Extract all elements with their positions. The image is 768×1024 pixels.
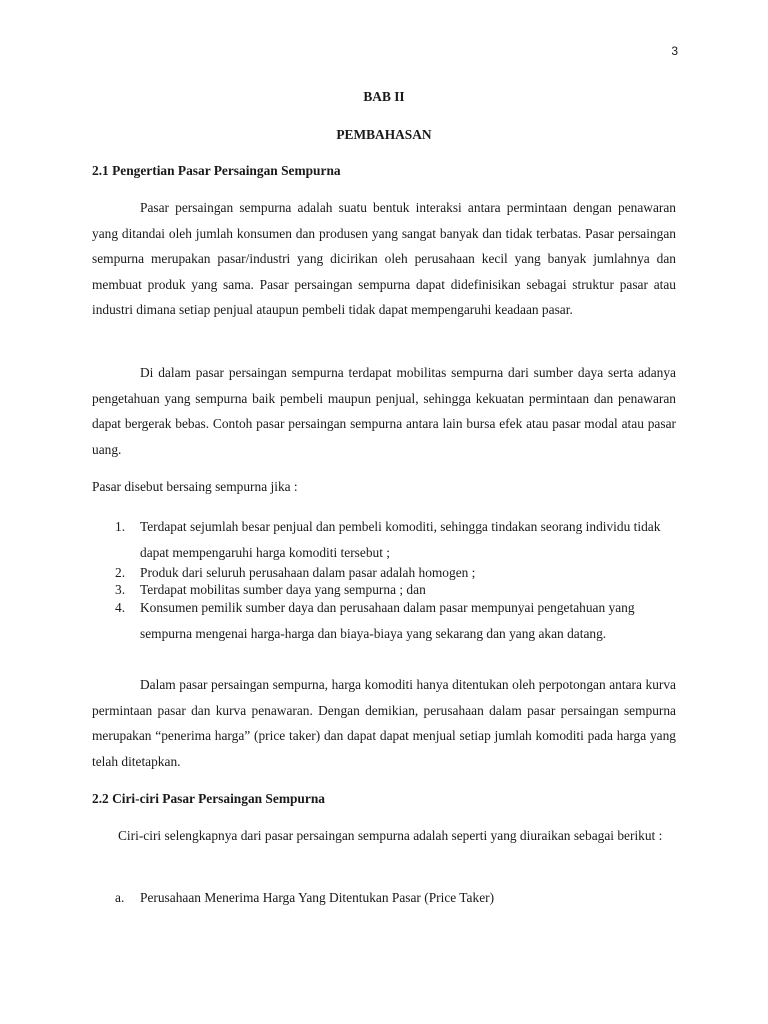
list-item bbox=[92, 565, 676, 582]
list-item-number: 2. bbox=[115, 565, 126, 581]
list-item-text: Produk dari seluruh perusahaan dalam pasar adalah homogen ; bbox=[140, 565, 476, 581]
section-1-paragraph-2: Di dalam pasar persaingan sempurna terdapat mobilitas sempurna dari sumber daya serta adanya pengetahuan yang sempurna baik pembeli maupun penjual, sehingga kekuatan permintaan dan penawaran dapat bergerak bebas. Contoh pasar persaingan sempurna antara lain bursa efek atau pasar modal atau pasar uang. bbox=[92, 365, 676, 457]
sub-item-letter: a. bbox=[115, 890, 125, 905]
list-item-text: Terdapat mobilitas sumber daya yang sempurna ; dan bbox=[140, 581, 426, 597]
list-item-number: 4. bbox=[115, 600, 126, 616]
list-item bbox=[92, 514, 676, 565]
list-item bbox=[92, 595, 676, 646]
criteria-list bbox=[92, 514, 676, 646]
section-1-paragraph-1: Pasar persaingan sempurna adalah suatu bentuk interaksi antara permintaan dengan penawaran yang ditandai oleh jumlah konsumen dan produsen yang sangat banyak dan tidak terbatas. Pasar persaingan sempurna merupakan pasar/industri yang dicirikan oleh perusahaan kecil yang banyak jumlahnya dan membuat produk yang sama. Pasar persaingan sempurna dapat didefinisikan sebagai struktur pasar atau industri dimana setiap penjual ataupun pembeli tidak dapat mempengaruhi keadaan pasar. bbox=[92, 200, 676, 318]
section-2-paragraph-1: Ciri-ciri selengkapnya dari pasar persaingan sempurna adalah seperti yang diuraikan sebagai berikut : bbox=[118, 828, 663, 843]
list-item-text: Terdapat sejumlah besar penjual dan pembeli komoditi, sehingga tindakan seorang individu tidak dapat mempengaruhi harga komoditi tersebut ; bbox=[140, 519, 661, 560]
list-item-number: 3. bbox=[115, 581, 126, 597]
chapter-title: PEMBAHASAN bbox=[336, 127, 432, 142]
section-1-paragraph-3: Dalam pasar persaingan sempurna, harga komoditi hanya ditentukan oleh perpotongan antara kurva permintaan pasar dan kurva penawaran. Dengan demikian, perusahaan dalam pasar persaingan sempurna merupakan “penerima harga” (price taker) dan dapat dapat menjual setiap jumlah komoditi pada harga yang telah ditetapkan. bbox=[92, 677, 676, 769]
chapter-label: BAB II bbox=[363, 89, 405, 104]
section-2-heading: 2.2 Ciri-ciri Pasar Persaingan Sempurna bbox=[92, 791, 325, 806]
list-intro: Pasar disebut bersaing sempurna jika : bbox=[92, 479, 298, 494]
page-number: 3 bbox=[671, 44, 678, 58]
list-item-number: 1. bbox=[115, 519, 126, 534]
section-1-heading: 2.1 Pengertian Pasar Persaingan Sempurna bbox=[92, 163, 341, 178]
sub-item-text: Perusahaan Menerima Harga Yang Ditentukan Pasar (Price Taker) bbox=[140, 890, 495, 905]
list-item-text: Konsumen pemilik sumber daya dan perusahaan dalam pasar mempunyai pengetahuan yang sempurna mengenai harga-harga dan biaya-biaya yang sekarang dan yang akan datang. bbox=[140, 600, 635, 641]
